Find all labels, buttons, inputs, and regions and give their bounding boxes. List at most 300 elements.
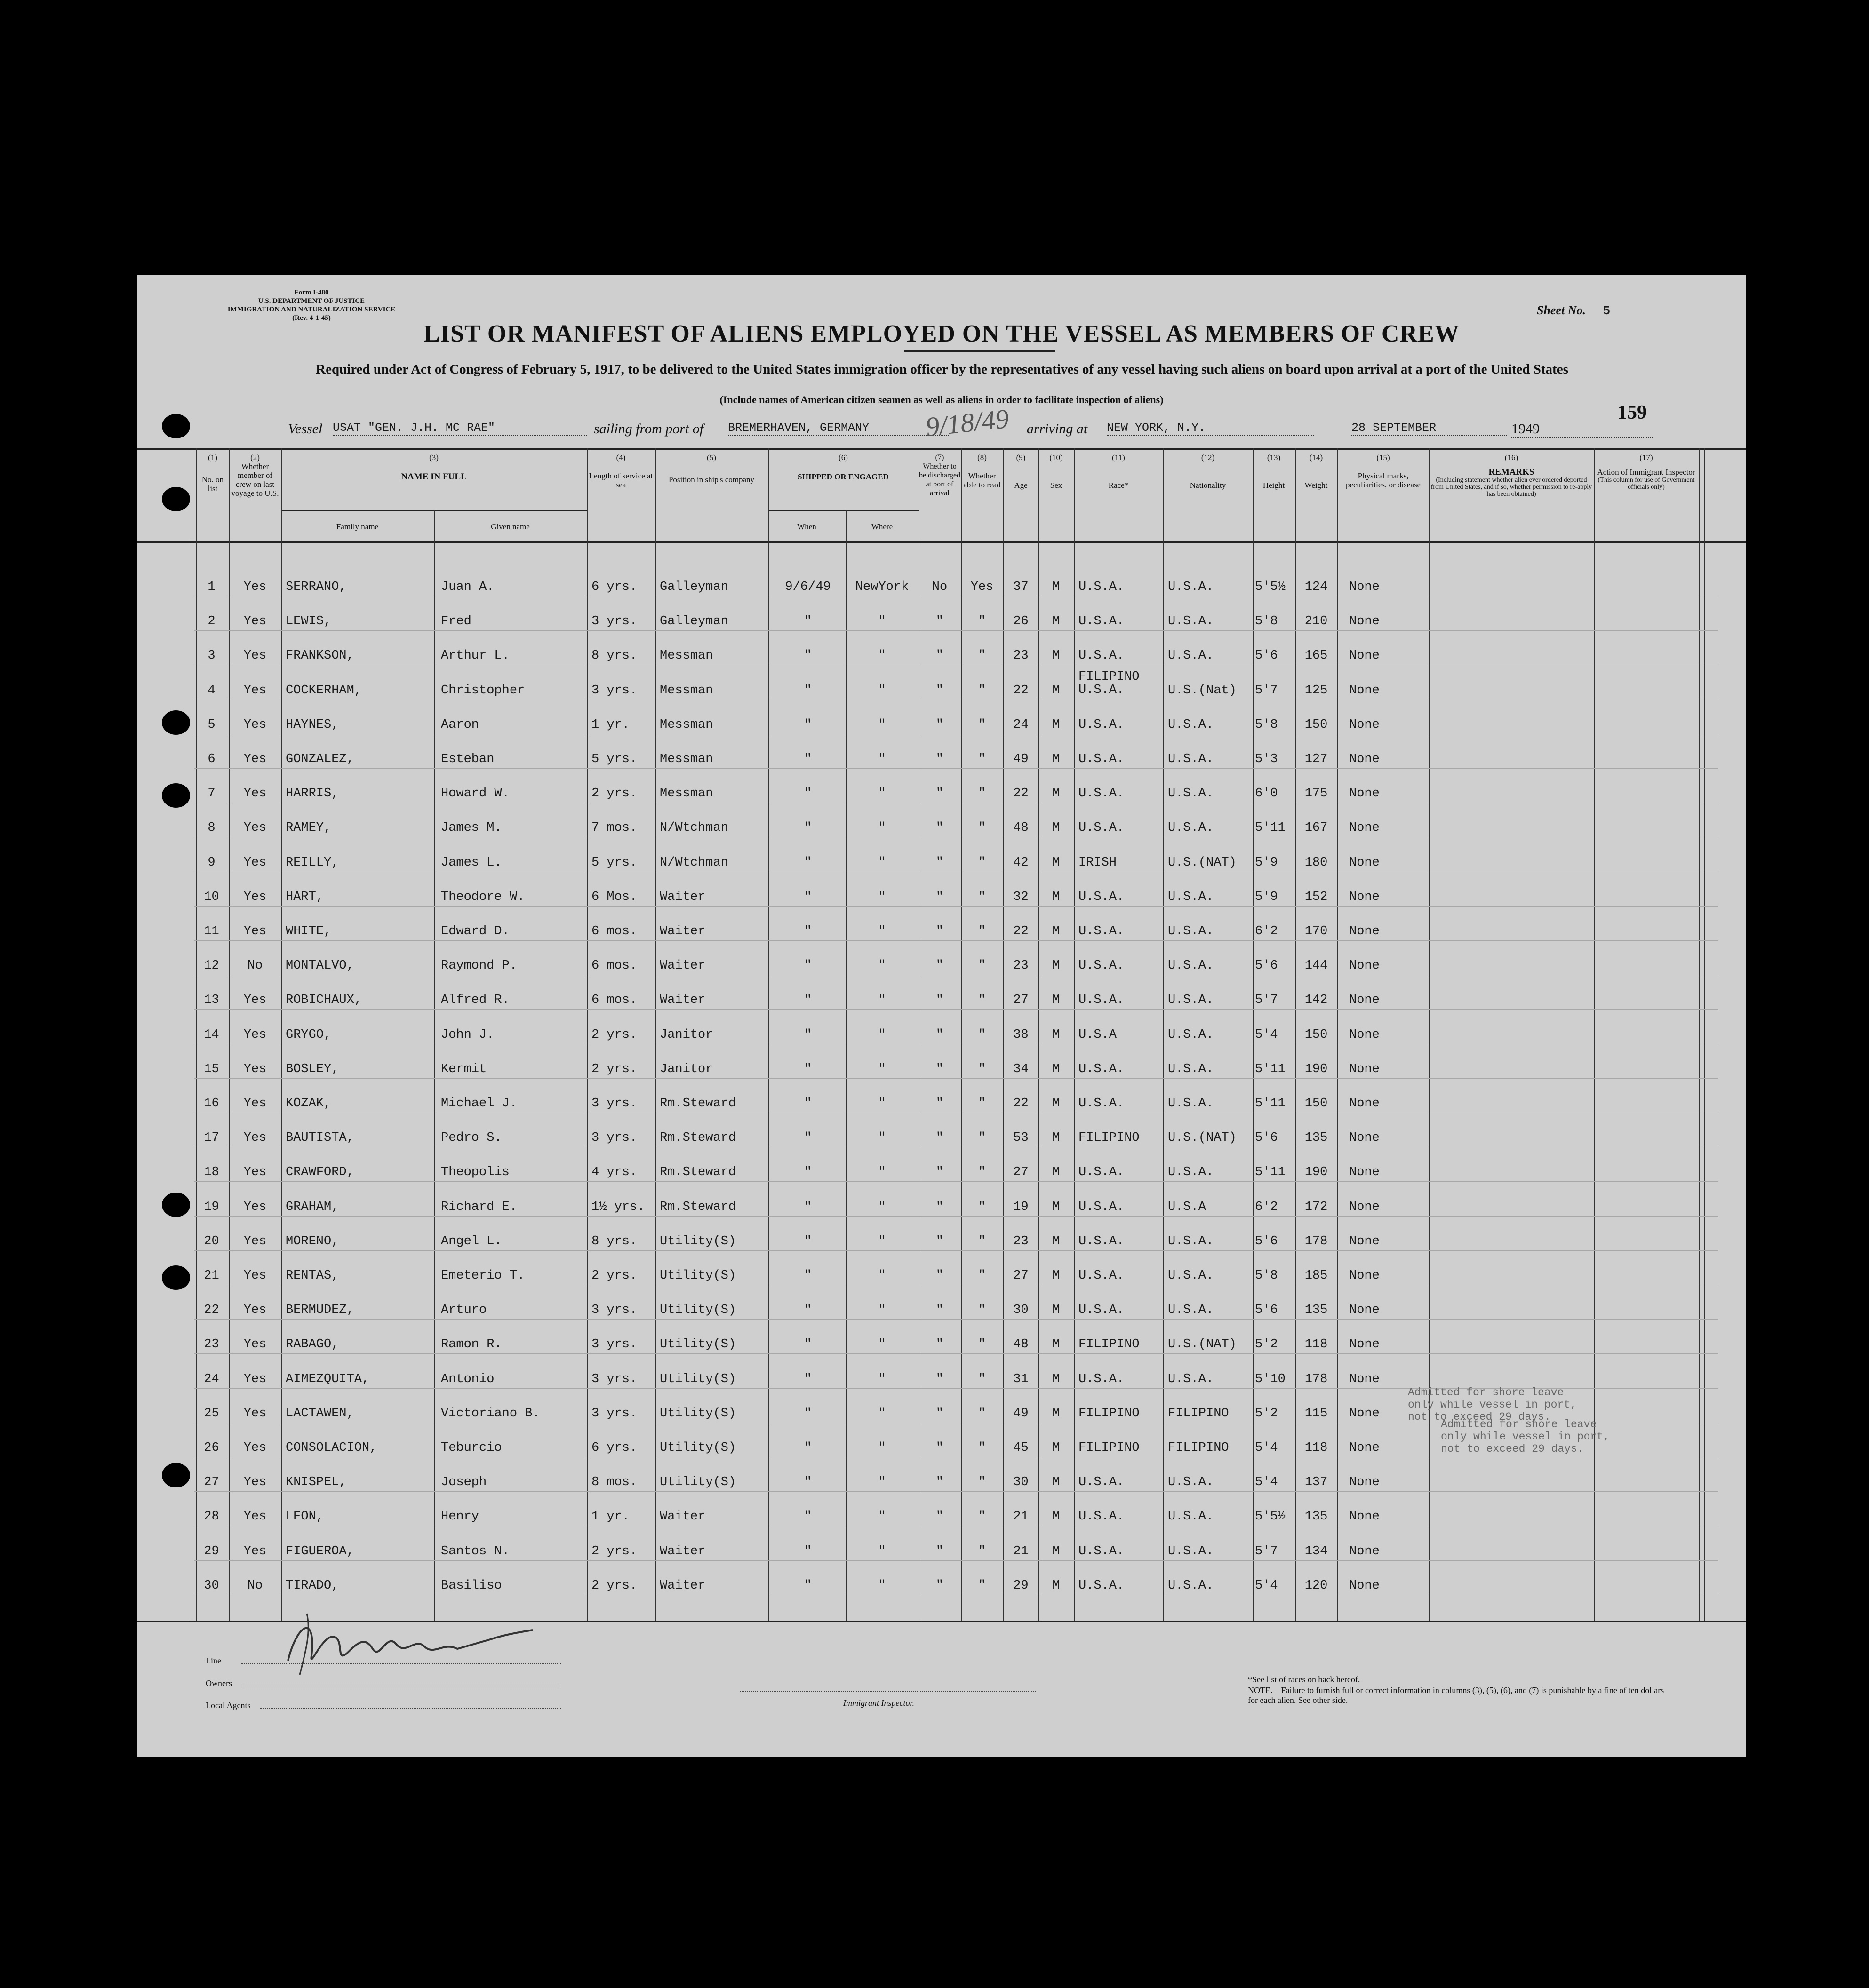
cell-last-voyage: Yes (243, 1200, 267, 1214)
cell-physical-marks: None (1349, 1544, 1380, 1559)
cell-physical-marks: None (1349, 649, 1380, 663)
cell-no-on-list: 24 (204, 1372, 219, 1386)
cell-position: Galleyman (660, 614, 728, 628)
cell-given-name: John J. (441, 1028, 495, 1042)
cell-given-name: Henry (441, 1510, 479, 1524)
header-height: (13) Height (1262, 453, 1285, 490)
cell-shipped-when: " (804, 1579, 812, 1593)
cell-nationality: U.S.A. (1168, 1165, 1214, 1179)
header-able-to-read: (8) Whether able to read (963, 453, 1001, 489)
cell-discharged: " (935, 1510, 944, 1524)
header-race: (11) Race* (1108, 453, 1129, 490)
cell-age: 23 (1013, 1234, 1029, 1248)
header-physical-marks: (15) Physical marks, peculiarities, or disease (1345, 453, 1421, 489)
cell-position: Waiter (660, 1544, 706, 1559)
cell-position: Messman (660, 787, 713, 801)
cell-weight: 178 (1304, 1372, 1328, 1386)
cell-age: 34 (1013, 1062, 1029, 1076)
cell-sex: M (1052, 1337, 1060, 1352)
cell-weight: 175 (1304, 787, 1328, 801)
form-revision: (Rev. 4-1-45) (292, 314, 331, 322)
cell-sex: M (1052, 1131, 1060, 1145)
cell-able-to-read: " (978, 1337, 986, 1352)
cell-height: 5'7 (1255, 1544, 1278, 1559)
cell-shipped-when: " (804, 924, 812, 938)
cell-given-name: Teburcio (441, 1441, 502, 1455)
cell-height: 5'7 (1255, 993, 1278, 1007)
cell-nationality: U.S.A (1168, 1200, 1206, 1214)
footer-agents-field (260, 1708, 561, 1709)
cell-no-on-list: 29 (204, 1544, 219, 1559)
cell-shipped-where: " (878, 752, 886, 766)
cell-physical-marks: None (1349, 1234, 1380, 1248)
cell-position: Messman (660, 684, 713, 698)
cell-no-on-list: 6 (208, 752, 216, 766)
cell-shipped-where: " (878, 1269, 886, 1283)
cell-shipped-when: " (804, 1234, 812, 1248)
cell-height: 6'0 (1255, 787, 1278, 801)
cell-age: 24 (1013, 718, 1029, 732)
cell-shipped-where: " (878, 1544, 886, 1559)
cell-discharged: " (935, 993, 944, 1007)
vessel-label: Vessel (288, 421, 323, 437)
cell-position: Utility(S) (660, 1303, 736, 1317)
cell-service: 6 Mos. (591, 890, 638, 904)
cell-no-on-list: 30 (204, 1579, 219, 1593)
cell-age: 21 (1013, 1510, 1029, 1524)
cell-family-name: BAUTISTA, (286, 1131, 354, 1145)
cell-height: 5'6 (1255, 959, 1278, 973)
cell-service: 2 yrs. (591, 1544, 638, 1559)
cell-race: U.S.A. (1078, 1510, 1125, 1524)
header-position: (5) Position in ship's company (668, 453, 755, 484)
header-bottom-rule (137, 541, 1746, 543)
cell-weight: 135 (1304, 1303, 1328, 1317)
cell-age: 31 (1013, 1372, 1029, 1386)
cell-shipped-where: " (878, 924, 886, 938)
row-rule (194, 1078, 1718, 1079)
cell-position: Waiter (660, 1510, 706, 1524)
cell-discharged: " (935, 1200, 944, 1214)
punch-hole (162, 710, 190, 735)
footer-line-field (241, 1663, 561, 1664)
col-rule (281, 448, 282, 1621)
cell-shipped-when: " (804, 890, 812, 904)
cell-given-name: Antonio (441, 1372, 495, 1386)
cell-able-to-read: " (978, 856, 986, 870)
cell-able-to-read: " (978, 1097, 986, 1111)
cell-given-name: Victoriano B. (441, 1407, 540, 1421)
cell-shipped-when: " (804, 1407, 812, 1421)
cell-given-name: Fred (441, 614, 471, 628)
cell-age: 45 (1013, 1441, 1029, 1455)
cell-shipped-where: " (878, 649, 886, 663)
cell-race: U.S.A. (1078, 614, 1125, 628)
cell-physical-marks: None (1349, 614, 1380, 628)
cell-race: FILIPINO (1078, 1441, 1140, 1455)
cell-height: 5'6 (1255, 649, 1278, 663)
cell-last-voyage: Yes (243, 1097, 267, 1111)
cell-able-to-read: " (978, 924, 986, 938)
cell-age: 32 (1013, 890, 1029, 904)
signature-image (279, 1604, 542, 1679)
cell-family-name: COCKERHAM, (286, 684, 362, 698)
cell-shipped-when: " (804, 1097, 812, 1111)
cell-given-name: Theodore W. (441, 890, 525, 904)
cell-able-to-read: " (978, 1028, 986, 1042)
col-rule (1253, 448, 1254, 1621)
cell-family-name: MORENO, (286, 1234, 339, 1248)
cell-shipped-when: " (804, 959, 812, 973)
cell-no-on-list: 21 (204, 1269, 219, 1283)
cell-race: U.S.A (1078, 1028, 1117, 1042)
col-rule (196, 448, 197, 1621)
cell-position: Messman (660, 752, 713, 766)
cell-service: 3 yrs. (591, 684, 638, 698)
cell-no-on-list: 15 (204, 1062, 219, 1076)
cell-discharged: " (935, 614, 944, 628)
cell-family-name: RAMEY, (286, 821, 332, 835)
inspector-label: Immigrant Inspector. (843, 1698, 914, 1708)
cell-age: 27 (1013, 1165, 1029, 1179)
cell-weight: 127 (1304, 752, 1328, 766)
cell-physical-marks: None (1349, 1579, 1380, 1593)
cell-race: U.S.A. (1078, 580, 1125, 594)
cell-nationality: U.S.A. (1168, 1510, 1214, 1524)
cell-given-name: Raymond P. (441, 959, 518, 973)
cell-nationality: U.S.A. (1168, 821, 1214, 835)
cell-given-name: Arturo (441, 1303, 487, 1317)
cell-position: Rm.Steward (660, 1131, 736, 1145)
cell-height: 6'2 (1255, 1200, 1278, 1214)
service-name: IMMIGRATION AND NATURALIZATION SERVICE (227, 306, 396, 313)
cell-family-name: KOZAK, (286, 1097, 332, 1111)
cell-shipped-when: " (804, 1165, 812, 1179)
cell-shipped-where: " (878, 856, 886, 870)
cell-service: 6 mos. (591, 924, 638, 938)
cell-sex: M (1052, 890, 1060, 904)
cell-age: 29 (1013, 1579, 1029, 1593)
cell-weight: 125 (1304, 684, 1328, 698)
cell-height: 5'11 (1255, 1165, 1286, 1179)
cell-discharged: " (935, 1544, 944, 1559)
cell-weight: 190 (1304, 1062, 1328, 1076)
cell-nationality: U.S.A. (1168, 787, 1214, 801)
cell-no-on-list: 2 (208, 614, 216, 628)
cell-physical-marks: None (1349, 684, 1380, 698)
cell-last-voyage: Yes (243, 1165, 267, 1179)
cell-service: 6 mos. (591, 993, 638, 1007)
cell-nationality: U.S.A. (1168, 993, 1214, 1007)
cell-family-name: HARRIS, (286, 787, 339, 801)
cell-shipped-where: " (878, 614, 886, 628)
cell-able-to-read: " (978, 752, 986, 766)
cell-shipped-when: " (804, 1337, 812, 1352)
footer-line-label: Line (206, 1656, 221, 1665)
cell-position: Utility(S) (660, 1234, 736, 1248)
cell-race: U.S.A. (1078, 993, 1125, 1007)
cell-last-voyage: Yes (243, 890, 267, 904)
cell-able-to-read: " (978, 1441, 986, 1455)
cell-height: 5'6 (1255, 1131, 1278, 1145)
cell-discharged: " (935, 1407, 944, 1421)
cell-race: U.S.A. (1078, 752, 1125, 766)
cell-physical-marks: None (1349, 1303, 1380, 1317)
cell-height: 5'5½ (1255, 1510, 1286, 1524)
cell-position: Rm.Steward (660, 1165, 736, 1179)
cell-discharged: " (935, 684, 944, 698)
cell-position: Waiter (660, 993, 706, 1007)
cell-able-to-read: " (978, 1269, 986, 1283)
header-no-on-list: (1) No. on list (201, 453, 224, 493)
cell-shipped-when: " (804, 1062, 812, 1076)
cell-service: 2 yrs. (591, 1062, 638, 1076)
cell-discharged: " (935, 890, 944, 904)
cell-nationality: U.S.A. (1168, 1372, 1214, 1386)
form-number: Form I-480 (294, 289, 329, 296)
cell-no-on-list: 25 (204, 1407, 219, 1421)
cell-last-voyage: Yes (243, 1337, 267, 1352)
cell-shipped-where: " (878, 821, 886, 835)
cell-physical-marks: None (1349, 580, 1380, 594)
include-note: (Include names of American citizen seamen as well as aliens in order to facilitate inspection of aliens) (719, 394, 1164, 406)
cell-no-on-list: 1 (208, 580, 216, 594)
cell-shipped-where: " (878, 993, 886, 1007)
cell-no-on-list: 5 (208, 718, 216, 732)
cell-last-voyage: Yes (243, 993, 267, 1007)
cell-service: 8 mos. (591, 1475, 638, 1489)
cell-shipped-when: " (804, 1441, 812, 1455)
cell-height: 5'10 (1255, 1372, 1286, 1386)
cell-weight: 190 (1304, 1165, 1328, 1179)
vessel-name: USAT "GEN. J.H. MC RAE" (333, 421, 587, 436)
cell-able-to-read: " (978, 614, 986, 628)
row-rule (194, 940, 1718, 941)
cell-physical-marks: None (1349, 959, 1380, 973)
cell-position: Utility(S) (660, 1337, 736, 1352)
cell-physical-marks: None (1349, 1372, 1380, 1386)
cell-race: U.S.A. (1078, 718, 1125, 732)
cell-service: 8 yrs. (591, 1234, 638, 1248)
cell-height: 5'5½ (1255, 580, 1286, 594)
cell-family-name: GRYGO, (286, 1028, 332, 1042)
arrival-date: 28 SEPTEMBER (1351, 421, 1507, 436)
cell-given-name: Angel L. (441, 1234, 502, 1248)
cell-no-on-list: 9 (208, 856, 216, 870)
cell-age: 38 (1013, 1028, 1029, 1042)
cell-height: 5'4 (1255, 1441, 1278, 1455)
cell-sex: M (1052, 993, 1060, 1007)
cell-no-on-list: 4 (208, 684, 216, 698)
cell-last-voyage: Yes (243, 787, 267, 801)
cell-discharged: " (935, 1028, 944, 1042)
cell-sex: M (1052, 1269, 1060, 1283)
cell-physical-marks: None (1349, 1165, 1380, 1179)
cell-no-on-list: 27 (204, 1475, 219, 1489)
row-rule (194, 630, 1718, 631)
cell-given-name: Esteban (441, 752, 495, 766)
cell-service: 6 mos. (591, 959, 638, 973)
table-top-rule (137, 448, 1746, 450)
cell-shipped-where: " (878, 1062, 886, 1076)
cell-given-name: Santos N. (441, 1544, 510, 1559)
cell-sex: M (1052, 821, 1060, 835)
footer-owners-label: Owners (206, 1678, 232, 1688)
cell-able-to-read: " (978, 1510, 986, 1524)
cell-position: Rm.Steward (660, 1200, 736, 1214)
cell-nationality: FILIPINO (1168, 1407, 1229, 1421)
cell-sex: M (1052, 1372, 1060, 1386)
cell-no-on-list: 19 (204, 1200, 219, 1214)
cell-last-voyage: No (247, 959, 263, 973)
header-discharged: (7) Whether to be discharged at port of arrival (919, 453, 961, 497)
col-rule (434, 510, 435, 1621)
cell-last-voyage: Yes (243, 1028, 267, 1042)
cell-sex: M (1052, 924, 1060, 938)
cell-race: U.S.A. (1078, 1544, 1125, 1559)
cell-sex: M (1052, 649, 1060, 663)
cell-race: U.S.A. (1078, 959, 1125, 973)
cell-shipped-where: " (878, 1475, 886, 1489)
cell-age: 22 (1013, 684, 1029, 698)
cell-physical-marks: None (1349, 752, 1380, 766)
cell-shipped-when: " (804, 787, 812, 801)
cell-discharged: " (935, 1062, 944, 1076)
cell-service: 6 yrs. (591, 1441, 638, 1455)
cell-no-on-list: 18 (204, 1165, 219, 1179)
cell-age: 23 (1013, 649, 1029, 663)
cell-last-voyage: Yes (243, 614, 267, 628)
cell-weight: 185 (1304, 1269, 1328, 1283)
cell-shipped-where: " (878, 1303, 886, 1317)
cell-weight: 142 (1304, 993, 1328, 1007)
cell-last-voyage: Yes (243, 1372, 267, 1386)
cell-service: 7 mos. (591, 821, 638, 835)
cell-weight: 135 (1304, 1131, 1328, 1145)
cell-age: 48 (1013, 1337, 1029, 1352)
cell-shipped-where: NewYork (855, 580, 909, 594)
cell-sex: M (1052, 959, 1060, 973)
cell-nationality: U.S.A. (1168, 1028, 1214, 1042)
cell-shipped-where: " (878, 1510, 886, 1524)
cell-able-to-read: " (978, 1372, 986, 1386)
subheader-rule-shipped (768, 510, 919, 511)
cell-physical-marks: None (1349, 890, 1380, 904)
cell-weight: 134 (1304, 1544, 1328, 1559)
cell-height: 5'9 (1255, 856, 1278, 870)
cell-no-on-list: 16 (204, 1097, 219, 1111)
cell-shipped-when: " (804, 821, 812, 835)
cell-family-name: TIRADO, (286, 1579, 339, 1593)
cell-weight: 135 (1304, 1510, 1328, 1524)
row-rule (194, 1319, 1718, 1320)
cell-weight: 210 (1304, 614, 1328, 628)
cell-physical-marks: None (1349, 1062, 1380, 1076)
cell-given-name: Edward D. (441, 924, 510, 938)
cell-discharged: " (935, 1337, 944, 1352)
cell-discharged: " (935, 1372, 944, 1386)
cell-no-on-list: 8 (208, 821, 216, 835)
row-rule (194, 906, 1718, 907)
cell-family-name: BOSLEY, (286, 1062, 339, 1076)
arriving-port: NEW YORK, N.Y. (1107, 421, 1314, 436)
cell-nationality: U.S.A. (1168, 1097, 1214, 1111)
cell-age: 27 (1013, 1269, 1029, 1283)
row-rule (194, 1250, 1718, 1251)
cell-family-name: RABAGO, (286, 1337, 339, 1352)
cell-position: Messman (660, 649, 713, 663)
cell-shipped-where: " (878, 1131, 886, 1145)
cell-nationality: U.S.A. (1168, 614, 1214, 628)
punch-hole (162, 414, 190, 438)
cell-family-name: LEON, (286, 1510, 324, 1524)
cell-no-on-list: 11 (204, 924, 219, 938)
cell-shipped-when: " (804, 993, 812, 1007)
cell-service: 3 yrs. (591, 614, 638, 628)
cell-nationality: FILIPINO (1168, 1441, 1229, 1455)
cell-discharged: " (935, 1131, 944, 1145)
cell-given-name: Kermit (441, 1062, 487, 1076)
cell-physical-marks: None (1349, 1337, 1380, 1352)
cell-shipped-when: " (804, 1544, 812, 1559)
cell-nationality: U.S.A. (1168, 1475, 1214, 1489)
col-rule (1074, 448, 1075, 1621)
cell-discharged: " (935, 959, 944, 973)
cell-shipped-where: " (878, 959, 886, 973)
cell-position: Utility(S) (660, 1269, 736, 1283)
cell-last-voyage: Yes (243, 1234, 267, 1248)
cell-service: 8 yrs. (591, 649, 638, 663)
punch-hole (162, 487, 190, 511)
cell-weight: 150 (1304, 1028, 1328, 1042)
cell-sex: M (1052, 752, 1060, 766)
cell-weight: 150 (1304, 1097, 1328, 1111)
cell-weight: 150 (1304, 718, 1328, 732)
cell-able-to-read: " (978, 1475, 986, 1489)
cell-discharged: " (935, 752, 944, 766)
cell-physical-marks: None (1349, 787, 1380, 801)
cell-sex: M (1052, 1510, 1060, 1524)
sheet-value: 5 (1603, 304, 1611, 318)
remark-row-26: Admitted for shore leave only while vessel in port, not to exceed 29 days. (1441, 1418, 1610, 1455)
cell-last-voyage: Yes (243, 1269, 267, 1283)
header-sex: (10) Sex (1049, 453, 1063, 490)
cell-shipped-when: " (804, 1131, 812, 1145)
cell-nationality: U.S.A. (1168, 752, 1214, 766)
cell-height: 5'8 (1255, 1269, 1278, 1283)
cell-given-name: Alfred R. (441, 993, 510, 1007)
cell-given-name: Emeterio T. (441, 1269, 525, 1283)
cell-service: 2 yrs. (591, 787, 638, 801)
cell-race: FILIPINO (1078, 1337, 1140, 1352)
title-underline (904, 350, 1055, 352)
cell-no-on-list: 7 (208, 787, 216, 801)
cell-age: 30 (1013, 1475, 1029, 1489)
cell-height: 5'11 (1255, 1097, 1286, 1111)
cell-family-name: GONZALEZ, (286, 752, 354, 766)
cell-race: U.S.A. (1078, 787, 1125, 801)
cell-nationality: U.S.(NAT) (1168, 856, 1237, 870)
cell-position: Galleyman (660, 580, 728, 594)
cell-last-voyage: Yes (243, 821, 267, 835)
cell-height: 5'11 (1255, 1062, 1286, 1076)
cell-race: U.S.A. (1078, 1097, 1125, 1111)
cell-age: 49 (1013, 1407, 1029, 1421)
cell-physical-marks: None (1349, 1475, 1380, 1489)
cell-discharged: " (935, 1234, 944, 1248)
punch-hole (162, 1463, 190, 1487)
cell-shipped-where: " (878, 787, 886, 801)
